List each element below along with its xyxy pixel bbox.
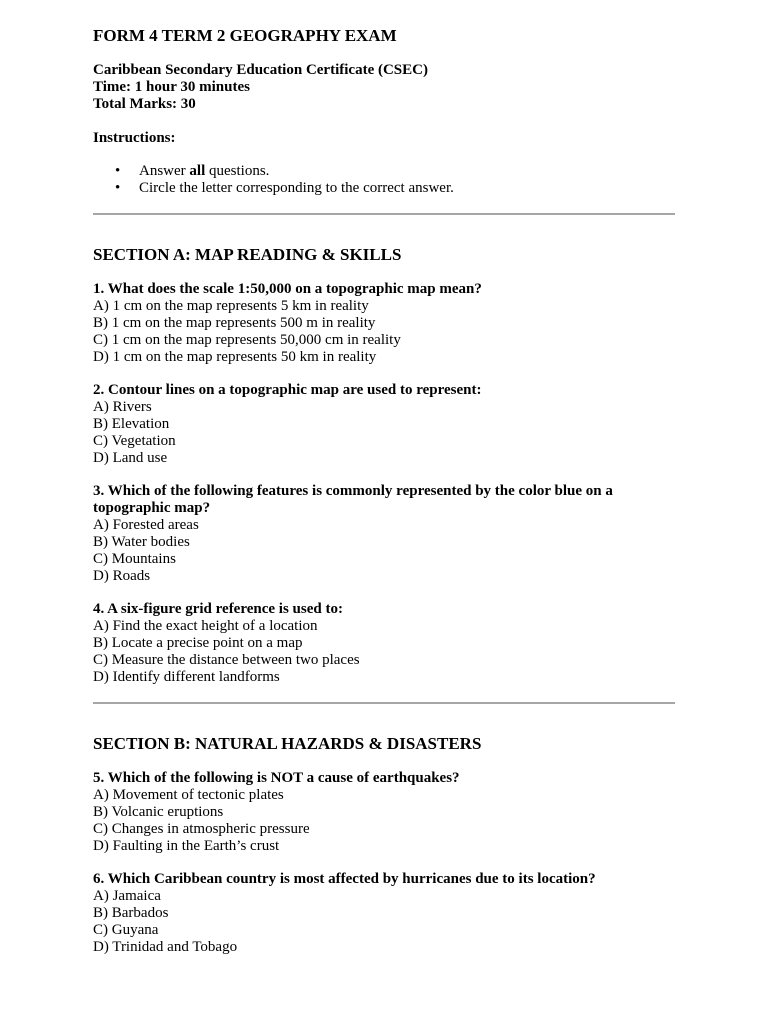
question-5 xyxy=(93,770,675,855)
bullet-icon: • xyxy=(115,163,121,179)
total-marks-line: Total Marks: 30 xyxy=(93,96,196,112)
section-b-heading: SECTION B: NATURAL HAZARDS & DISASTERS xyxy=(93,734,482,753)
answer-option-a[interactable]: A) Forested areas xyxy=(93,517,199,533)
certificate-line: Caribbean Secondary Education Certificate (CSEC) xyxy=(93,62,428,78)
answer-option-d[interactable]: D) Faulting in the Earth’s crust xyxy=(93,838,280,854)
answer-option-b[interactable]: B) 1 cm on the map represents 500 m in reality xyxy=(93,315,376,331)
question-3 xyxy=(93,483,675,585)
answer-option-c[interactable]: C) Measure the distance between two places xyxy=(93,652,360,668)
answer-option-d[interactable]: D) Trinidad and Tobago xyxy=(93,939,238,955)
instruction-text-start: Answer xyxy=(139,163,190,179)
answer-option-d[interactable]: D) 1 cm on the map represents 50 km in reality xyxy=(93,349,377,365)
question-text: 1. What does the scale 1:50,000 on a topographic map mean? xyxy=(93,281,482,297)
answer-option-b[interactable]: B) Elevation xyxy=(93,416,170,432)
answer-option-a[interactable]: A) 1 cm on the map represents 5 km in reality xyxy=(93,298,369,314)
exam-meta xyxy=(93,62,675,113)
question-text: 4. A six-figure grid reference is used to: xyxy=(93,601,343,617)
answer-option-a[interactable]: A) Movement of tectonic plates xyxy=(93,787,284,803)
question-6 xyxy=(93,871,675,956)
question-4 xyxy=(93,601,675,686)
answer-option-a[interactable]: A) Jamaica xyxy=(93,888,161,904)
answer-option-b[interactable]: B) Water bodies xyxy=(93,534,190,550)
horizontal-divider xyxy=(93,702,675,704)
instructions-heading: Instructions: xyxy=(93,130,176,146)
time-line: Time: 1 hour 30 minutes xyxy=(93,79,250,95)
instruction-text-end: questions. xyxy=(205,163,270,179)
horizontal-divider xyxy=(93,213,675,215)
answer-option-b[interactable]: B) Locate a precise point on a map xyxy=(93,635,303,651)
answer-option-c[interactable]: C) Vegetation xyxy=(93,433,176,449)
answer-option-c[interactable]: C) Mountains xyxy=(93,551,176,567)
answer-option-d[interactable]: D) Land use xyxy=(93,450,168,466)
bullet-icon: • xyxy=(115,180,121,196)
answer-option-b[interactable]: B) Barbados xyxy=(93,905,169,921)
instruction-item xyxy=(93,180,675,197)
answer-option-c[interactable]: C) 1 cm on the map represents 50,000 cm in reality xyxy=(93,332,401,348)
question-text: 6. Which Caribbean country is most affected by hurricanes due to its location? xyxy=(93,871,596,887)
instruction-item xyxy=(93,163,675,180)
exam-title: FORM 4 TERM 2 GEOGRAPHY EXAM xyxy=(93,26,397,45)
answer-option-c[interactable]: C) Changes in atmospheric pressure xyxy=(93,821,310,837)
question-text: 3. Which of the following features is commonly represented by the color blue on a topographic map? xyxy=(93,483,613,516)
question-text: 2. Contour lines on a topographic map are used to represent: xyxy=(93,382,482,398)
answer-option-c[interactable]: C) Guyana xyxy=(93,922,159,938)
instruction-text: Circle the letter corresponding to the correct answer. xyxy=(139,180,454,196)
question-1 xyxy=(93,281,675,366)
answer-option-d[interactable]: D) Roads xyxy=(93,568,151,584)
answer-option-b[interactable]: B) Volcanic eruptions xyxy=(93,804,224,820)
instructions-list xyxy=(93,163,675,197)
question-2 xyxy=(93,382,675,467)
section-a-heading: SECTION A: MAP READING & SKILLS xyxy=(93,245,402,264)
instruction-emphasis: all xyxy=(189,163,206,179)
question-text: 5. Which of the following is NOT a cause of earthquakes? xyxy=(93,770,460,786)
answer-option-a[interactable]: A) Rivers xyxy=(93,399,152,415)
answer-option-a[interactable]: A) Find the exact height of a location xyxy=(93,618,318,634)
answer-option-d[interactable]: D) Identify different landforms xyxy=(93,669,280,685)
